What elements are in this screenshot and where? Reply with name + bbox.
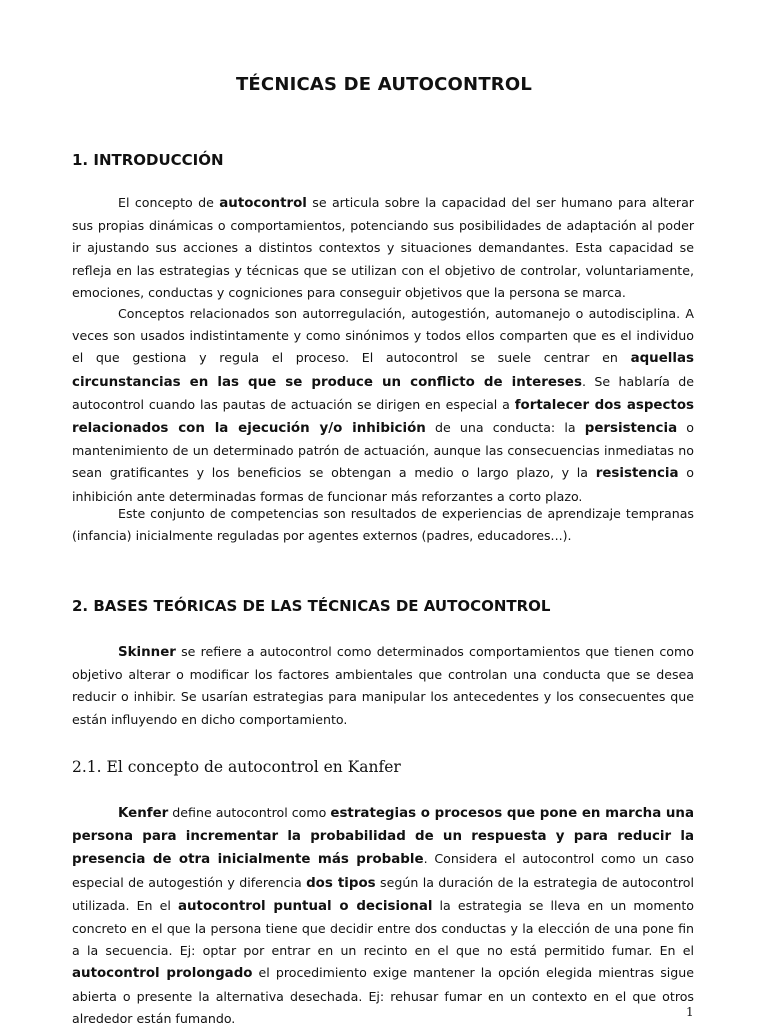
paragraph-intro-2 [72, 303, 694, 508]
text-run: define autocontrol como [168, 805, 331, 820]
text-run: o mantenimiento de un determinado patrón de actuación, aunque las consecuencias inmediatas no sean gratificantes y los beneficios se obtengan a medio o largo plazo, y la [72, 420, 695, 481]
text-run: o inhibición ante determinadas formas de funcionar más reforzantes a corto plazo. [72, 465, 694, 504]
bold-text-run: aquellas circunstancias en las que se produce un conflicto de intereses [72, 351, 694, 390]
paragraph-kanfer [72, 802, 694, 1030]
text-run: según la duración de la estrategia de autocontrol utilizada. En el [72, 874, 694, 913]
text-run: . Considera el autocontrol como un caso especial de autogestión y diferencia [72, 851, 695, 890]
text-run: el procedimiento exige mantener la opción elegida mientras sigue abierta o presente la alternativa desechada. Ej: rehusar fumar en un contexto en el que otros alrededor están fumando. [72, 965, 694, 1026]
text-run: El concepto de [118, 195, 220, 210]
bold-text-run: estrategias o procesos que pone en marcha una persona para incrementar la probabilidad de un respuesta y para reducir la presencia de otra inicialmente más probable [72, 806, 695, 868]
bold-text-run: autocontrol prolongado [72, 966, 253, 982]
bold-text-run: fortalecer dos aspectos relacionados con la ejecución y/o inhibición [72, 397, 694, 437]
page-title: TÉCNICAS DE AUTOCONTROL [235, 74, 533, 95]
text-run: . Se hablaría de autocontrol cuando las pautas de actuación se dirigen en especial a [72, 373, 694, 412]
text-run: se refiere a autocontrol como determinados comportamientos que tienen como objetivo alterar o modificar los factores ambientales que controlan una conducta que se desea reducir o inhibir. Se usarían estrategias para manipular los antecedentes y los consecuentes que están influyendo en dicho comportamiento. [72, 644, 694, 727]
section-heading-bases-teoricas: 2. BASES TEÓRICAS DE LAS TÉCNICAS DE AUTOCONTROL [72, 597, 551, 615]
text-run: Este conjunto de competencias son resultados de experiencias de aprendizaje tempranas (infancia) inicialmente reguladas por agentes externos (padres, educadores...). [72, 506, 694, 544]
bold-text-run: Skinner [118, 645, 176, 660]
paragraph-intro-3 [72, 503, 694, 547]
bold-text-run: persistencia [584, 421, 678, 437]
subsection-heading-kanfer: 2.1. El concepto de autocontrol en Kanfer [72, 758, 401, 776]
text-run: se articula sobre la capacidad del ser humano para alterar sus propias dinámicas o comportamientos, potenciando sus posibilidades de adaptación al poder ir ajustando sus acciones a distintos contextos y situaciones demandantes. Esta capacidad se refleja en las estrategias y técnicas que se utilizan con el objetivo de controlar, voluntariamente, emociones, conductas y cogniciones para conseguir objetivos que la persona se marca. [72, 195, 694, 300]
section-heading-introduccion: 1. INTRODUCCIÓN [72, 151, 224, 169]
page-number: 1 [686, 1005, 694, 1019]
text-run: de una conducta: la [425, 420, 585, 436]
bold-text-run: resistencia [595, 466, 679, 482]
bold-text-run: dos tipos [306, 875, 376, 891]
text-run: Conceptos relacionados son autorregulación, autogestión, automanejo o autodisciplina. A veces son usados indistintamente y como sinónimos y todos ellos comparten que es el individuo el que gestiona y regula el proceso. El autocontrol se suele centrar en [72, 306, 694, 366]
paragraph-intro-1 [72, 192, 694, 304]
bold-text-run: autocontrol puntual o decisional [177, 898, 433, 914]
text-run: la estrategia se lleva en un momento concreto en el que la persona tiene que decidir entre dos conductas y la elección de una pone fin a la secuencia. Ej: optar por entrar en un recinto en el que no está permitido fumar. En el [72, 897, 695, 959]
paragraph-skinner [72, 641, 694, 731]
bold-text-run: Kenfer [118, 806, 169, 821]
bold-text-run: autocontrol [219, 196, 307, 211]
